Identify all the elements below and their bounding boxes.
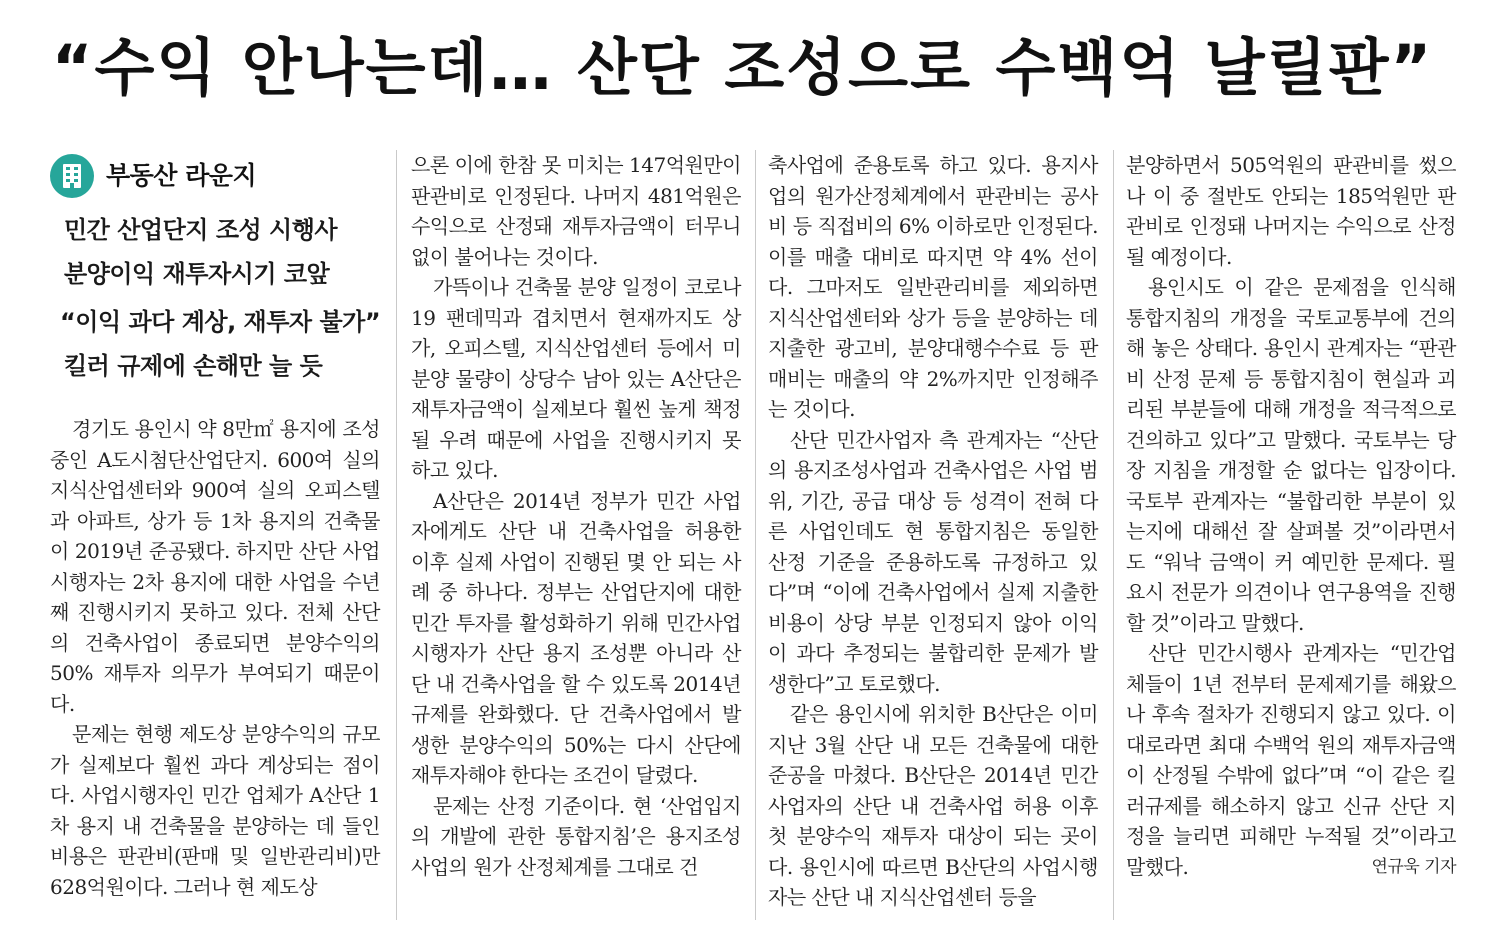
article-column-3 — [768, 150, 1098, 913]
article-paragraph: 같은 용인시에 위치한 B산단은 이미 지난 3월 산단 내 모든 건축물에 대한 준공을 마쳤다. B산단은 2014년 민간사업자의 산단 내 건축사업 허용 이후 첫 분양수익 재투자 대상이 되는 곳이다. 용인시에 따르면 B산단의 사업시행자는 산단 내 지식산업센터 등을 — [768, 702, 1098, 909]
article-paragraph: 분양하면서 505억원의 판관비를 썼으나 이 중 절반도 안되는 185억원만 판관비로 인정돼 나머지는 수익으로 산정될 예정이다. — [1126, 153, 1456, 269]
article-paragraph: 용인시도 이 같은 문제점을 인식해 통합지침의 개정을 국토교통부에 건의해 놓은 상태다. 용인시 관계자는 “판관비 산정 문제 등 통합지침이 현실과 괴리된 부분들에 대해 개정을 적극적으로 건의하고 있다”고 말했다. 국토부는 당장 지침을 개정할 순 없다는 입장이다. 국토부 관계자는 “불합리한 부분이 있는지에 대해선 잘 살펴볼 것”이라면서도 “워낙 금액이 커 예민한 문제다. 필요시 전문가 의견이나 연구용역을 진행할 것”이라고 말했다. — [1126, 275, 1456, 635]
headline: “수익 안나는데… 산단 조성으로 수백억 날릴판” — [51, 31, 1434, 104]
article-paragraph: 축사업에 준용토록 하고 있다. 용지사업의 원가산정체계에서 판관비는 공사비 등 직접비의 6% 이하로만 인정된다. 이를 매출 대비로 따지면 약 4% 선이다. 그마저도 일반관리비를 제외하면 지식산업센터와 상가 등을 분양하는 데 지출한 광고비, 분양대행수수료 등 판매비는 매출의 약 2%까지만 인정해주는 것이다. — [768, 153, 1098, 421]
column-divider — [755, 150, 756, 920]
byline: 연규욱 기자 — [1371, 857, 1456, 877]
article-paragraph: 문제는 산정 기준이다. 현 ‘산업입지의 개발에 관한 통합지침’은 용지조성사업의 원가 산정체계를 그대로 건 — [411, 793, 741, 879]
article-column-1 — [50, 150, 380, 902]
subhead-1-line-2: 분양이익 재투자시기 코앞 — [64, 260, 330, 288]
column-divider — [396, 150, 397, 920]
column-divider — [1113, 150, 1114, 920]
article-column-4 — [1126, 150, 1456, 883]
article-column-2 — [411, 150, 741, 882]
article-paragraph: 가뜩이나 건축물 분양 일정이 코로나19 팬데믹과 겹치면서 현재까지도 상가, 오피스텔, 지식산업센터 등에서 미분양 물량이 상당수 남아 있는 A산단은 재투자금액이 실제보다 훨씬 높게 책정될 우려 때문에 사업을 진행시키지 못하고 있다. — [411, 275, 741, 482]
article-paragraph: 경기도 용인시 약 8만㎡ 용지에 조성 중인 A도시첨단산업단지. 600여 실의 지식산업센터와 900여 실의 오피스텔과 아파트, 상가 등 1차 용지의 건축물이 2019년 준공됐다. 하지만 산단 사업시행자는 2차 용지에 대한 사업을 수년째 진행시키지 못하고 있다. 전체 산단의 건축사업이 종료되면 분양수익의 50% 재투자 의무가 부여되기 때문이다. — [50, 417, 380, 716]
section-label — [50, 150, 380, 202]
article-paragraph: A산단은 2014년 정부가 민간 사업자에게도 산단 내 건축사업을 허용한 이후 실제 사업이 진행된 몇 안 되는 사례 중 하나다. 정부는 산업단지에 대한 민간 투자를 활성화하기 위해 민간사업시행자가 산단 용지 조성뿐 아니라 산단 내 건축사업을 할 수 있도록 2014년 규제를 완화했다. 단 건축사업에서 발생한 분양수익의 50%는 다시 산단에 재투자해야 한다는 조건이 달렸다. — [411, 488, 741, 787]
subhead-2-line-1: “이익 과다 계상, 재투자 불가” — [60, 308, 381, 336]
building-icon — [50, 154, 94, 198]
article-paragraph: 문제는 현행 제도상 분양수익의 규모가 실제보다 훨씬 과다 계상되는 점이다. 사업시행자인 민간 업체가 A산단 1차 용지 내 건축물을 분양하는 데 들인 비용은 판관비(판매 및 일반관리비)만 628억원이다. 그러나 현 제도상 — [50, 722, 380, 899]
subhead-2-line-2: 킬러 규제에 손해만 늘 듯 — [64, 352, 323, 380]
subhead-1-line-1: 민간 산업단지 조성 시행사 — [64, 216, 338, 244]
article-paragraph: 산단 민간사업자 측 관계자는 “산단의 용지조성사업과 건축사업은 사업 범위, 기간, 공급 대상 등 성격이 전혀 다른 사업인데도 현 통합지침은 동일한 산정 기준을 준용하도록 규정하고 있다”며 “이에 건축사업에서 실제 지출한 비용이 상당 부분 인정되지 않아 이익이 과다 추정되는 불합리한 문제가 발생한다”고 토로했다. — [768, 427, 1098, 696]
article-paragraph: 산단 민간시행사 관계자는 “민간업체들이 1년 전부터 문제제기를 해왔으나 후속 절차가 진행되지 않고 있다. 이대로라면 최대 수백억 원의 재투자금액이 산정될 수밖에 없다”며 “이 같은 킬러규제를 해소하지 않고 신규 산단 지정을 늘리면 피해만 누적될 것”이라고 말했다. — [1126, 641, 1456, 879]
article-paragraph: 으론 이에 한참 못 미치는 147억원만이 판관비로 인정된다. 나머지 481억원은 수익으로 산정돼 재투자금액이 터무니없이 불어나는 것이다. — [411, 153, 741, 269]
section-label-text: 부동산 라운지 — [106, 160, 257, 190]
